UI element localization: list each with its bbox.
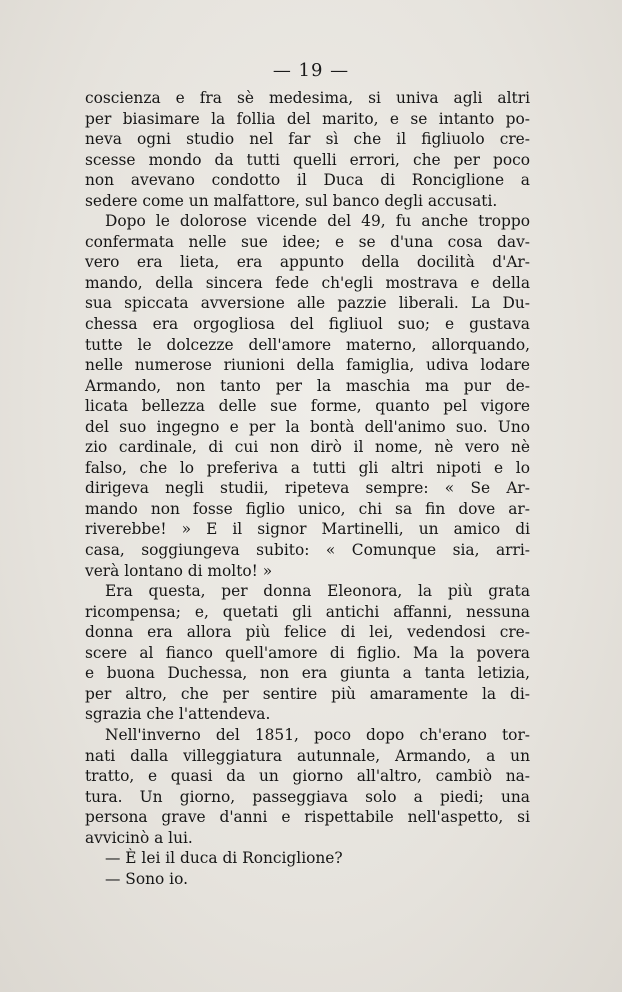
text-line: falso, che lo preferiva a tutti gli altri nipoti e lo (85, 458, 530, 477)
text-line: ricompensa; e, quetati gli antichi affanni, nessuna (85, 602, 530, 621)
text-line: avvicinò a lui. (85, 828, 193, 847)
text-line: sua spiccata avversione alle pazzie liberali. La Du- (85, 294, 530, 313)
text-line: — È lei il duca di Ronciglione? (105, 849, 343, 868)
text-line: per altro, che per sentire più amaramente la di- (85, 684, 530, 703)
text-line: nati dalla villeggiatura autunnale, Armando, a un (85, 746, 530, 765)
text-line: vero era lieta, era appunto della docilità d'Ar- (85, 253, 530, 272)
text-line: per biasimare la follia del marito, e se intanto po- (85, 109, 530, 128)
text-line: zio cardinale, di cui non dirò il nome, nè vero nè (85, 438, 530, 457)
text-line: del suo ingegno e per la bontà dell'animo suo. Uno (85, 417, 530, 436)
text-line: nelle numerose riunioni della famiglia, udiva lodare (85, 356, 530, 375)
text-line: donna era allora più felice di lei, vedendosi cre- (85, 623, 530, 642)
text-line: tura. Un giorno, passeggiava solo a piedi; una (85, 787, 530, 806)
text-line: persona grave d'anni e rispettabile nell'aspetto, si (85, 808, 530, 827)
text-line: confermata nelle sue idee; e se d'una cosa dav- (85, 232, 530, 251)
text-line: dirigeva negli studii, ripeteva sempre: « Se Ar- (85, 479, 530, 498)
text-line: scesse mondo da tutti quelli errori, che per poco (85, 150, 530, 169)
text-line: tratto, e quasi da un giorno all'altro, cambiò na- (85, 767, 530, 786)
text-line: sedere come un malfattore, sul banco degli accusati. (85, 191, 498, 210)
text-line: Era questa, per donna Eleonora, la più grata (105, 582, 530, 601)
page-number: — 19 — (272, 60, 350, 81)
text-line: chessa era orgogliosa del figliuol suo; e gustava (85, 315, 530, 334)
text-line: licata bellezza delle sue forme, quanto pel vigore (85, 397, 530, 416)
text-line: Armando, non tanto per la maschia ma pur de- (85, 376, 530, 395)
text-line: mando, della sincera fede ch'egli mostrava e della (85, 273, 530, 292)
text-line: sgrazia che l'attendeva. (85, 705, 271, 724)
text-line: Dopo le dolorose vicende del 49, fu anche troppo (105, 212, 530, 231)
text-line: casa, soggiungeva subito: « Comunque sia, arri- (85, 541, 530, 560)
text-line: e buona Duchessa, non era giunta a tanta letizia, (85, 664, 530, 683)
text-line: coscienza e fra sè medesima, si univa agli altri (85, 89, 530, 107)
text-line: scere al fianco quell'amore di figlio. Ma la povera (85, 643, 530, 662)
text-line: riverebbe! » E il signor Martinelli, un amico di (85, 520, 530, 539)
body-text (85, 88, 530, 889)
text-line: verà lontano di molto! » (85, 561, 273, 580)
text-line: non avevano condotto il Duca di Ronciglione a (85, 171, 530, 190)
text-line: tutte le dolcezze dell'amore materno, allorquando, (85, 335, 530, 354)
text-line: Nell'inverno del 1851, poco dopo ch'erano tor- (105, 725, 530, 744)
text-line: mando non fosse figlio unico, chi sa fin dove ar- (85, 499, 530, 518)
text-line: neva ogni studio nel far sì che il figliuolo cre- (85, 130, 530, 149)
text-line: — Sono io. (105, 869, 188, 888)
